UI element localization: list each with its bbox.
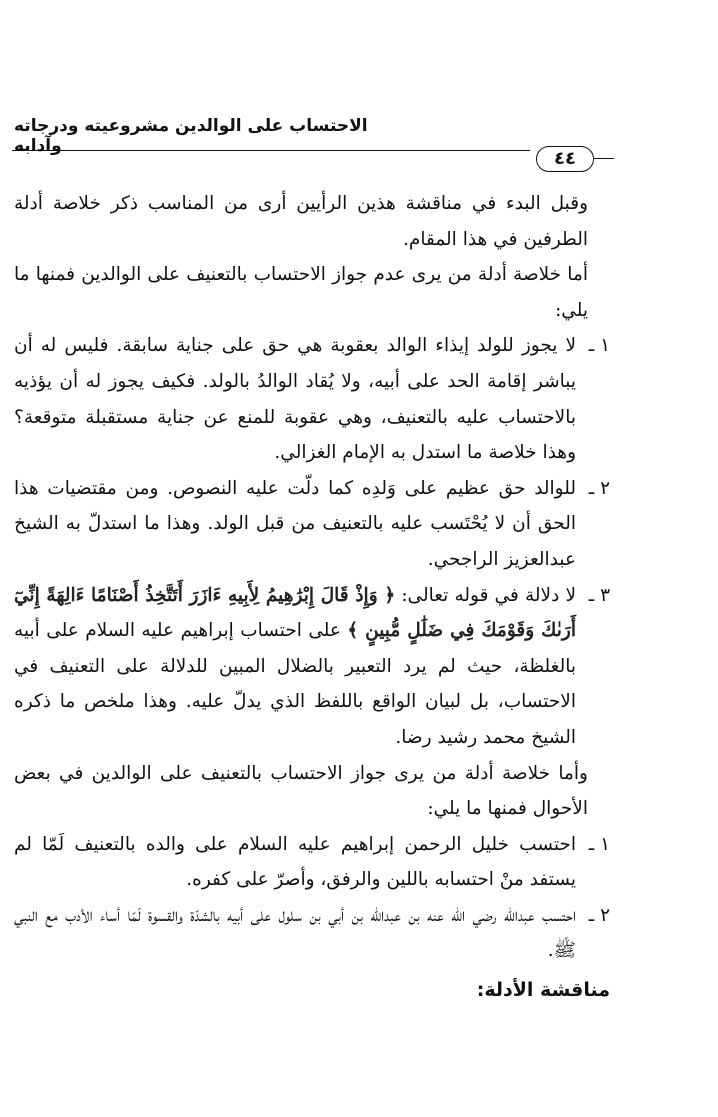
paragraph-first-view: أما خلاصة أدلة من يرى عدم جواز الاحتساب بالتعنيف على الوالدين فمنها ما يلي:	[14, 264, 588, 321]
list-item	[14, 578, 610, 756]
list-item	[14, 898, 610, 969]
list-item-number: ١ ـ	[588, 335, 610, 357]
list-item-number: ٢ ـ	[588, 477, 610, 499]
list-item-number: ٢ ـ	[588, 904, 610, 926]
list-item-text: لا يجوز للولد إيذاء الوالد بعقوبة هي حق على جناية سابقة. فليس له أن يباشر إقامة الحد على أبيه، ولا يُقاد الوالدُ بالولد. فكيف يجوز له أن يؤذيه بالاحتساب عليه بالتعنيف، وهي عقوبة للمنع عن جناية مستقبلة متوقعة؟ وهذا خلاصة ما استدل به الإمام الغزالي.	[14, 335, 576, 464]
list-item-lead: لا دلالة في قوله تعالى:	[401, 584, 576, 606]
section-heading: مناقشة الأدلة:	[476, 979, 610, 1002]
paragraph-second-view: وأما خلاصة أدلة من يرى جواز الاحتساب بالتعنيف على الوالدين في بعض الأحوال فمنها ما يلي:	[14, 762, 588, 820]
list-item	[14, 328, 610, 470]
list-item-number: ٣ ـ	[588, 584, 610, 606]
list-item-text: احتسب عبدالله رضي الله عنه بن عبدالله بن أبي بن سلول على أبيه بالشدّة والقسوة لَمّا أساء الأدب مع النبي ﷺ.	[14, 904, 576, 962]
list-item-text: احتسب خليل الرحمن إبراهيم عليه السلام على والده بالتعنيف لَمّا لم يستفد منْ احتسابه باللين والرفق، وأصرّ على كفره.	[14, 833, 576, 891]
list-item-text	[14, 578, 576, 756]
list-item-number: ١ ـ	[588, 833, 610, 855]
list-item-text: للوالد حق عظيم على وَلدِه كما دلّت عليه النصوص. ومن مقتضيات هذا الحق أن لا يُحْتَسب عليه بالتعنيف من قبل الولد. وهذا ما استدلّ به الشيخ عبدالعزيز الراجحي.	[14, 477, 576, 570]
list-item-continuation: على احتساب إبراهيم عليه السلام على أبيه بالغلظة، حيث لم يرد التعبير بالضلال المبين للدلالة على التعنيف في الاحتساب، بل لبيان الواقع باللفظ الذي يدلّ عليه. وهذا ملخص ما ذكره الشيخ محمد رشيد رضا.	[14, 620, 576, 748]
paragraph-intro: وقبل البدء في مناقشة هذين الرأيين أرى من المناسب ذكر خلاصة أدلة الطرفين في هذا المقام.	[14, 193, 588, 250]
body-text	[14, 186, 610, 1009]
page-number-frame	[530, 142, 614, 174]
list-item	[14, 471, 610, 578]
page-number: ٤٤	[536, 146, 594, 172]
quran-verse: ﴿ وَإِذْ قَالَ إِبْرَٰهِيمُ لِأَبِيهِ ءَازَرَ أَتَتَّخِذُ أَصْنَامًا ءَالِهَةً إِنِّيٓ أَرَىٰكَ وَقَوْمَكَ فِي ضَلَٰلٍ مُّبِينٍ ﴾	[14, 584, 576, 642]
header-rule	[12, 150, 612, 151]
page-number-rule	[594, 158, 614, 159]
list-item	[14, 827, 610, 898]
running-title: الاحتساب على الوالدين مشروعيته ودرجاته وآدابه	[14, 116, 368, 156]
